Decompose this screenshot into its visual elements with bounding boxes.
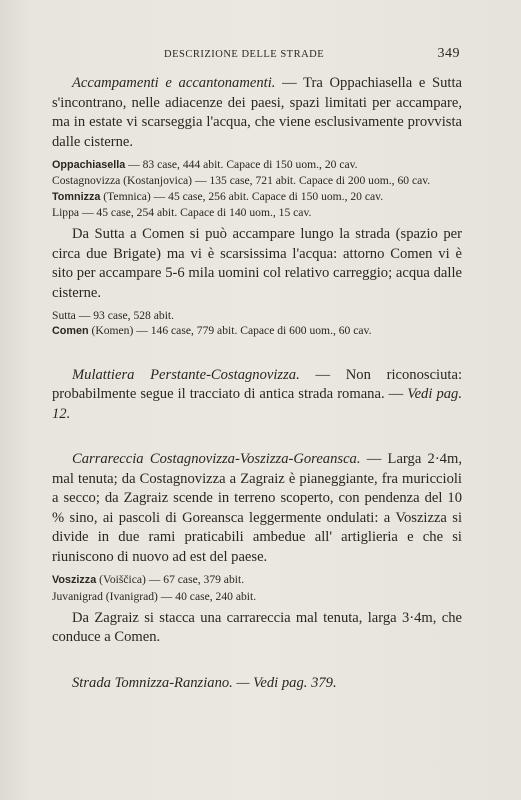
- village-entry: [52, 157, 462, 173]
- section-title-strada: Strada Tomnizza-Ranziano.: [72, 674, 233, 691]
- paragraph-carrareccia: [52, 450, 462, 567]
- page-header: [60, 45, 460, 65]
- village-name: Voszizza: [52, 574, 97, 587]
- paragraph-accampamenti: [52, 74, 462, 152]
- village-details: (Voiščica) — 67 case, 379 abit.: [96, 573, 245, 587]
- village-name: Comen: [52, 325, 89, 338]
- section-title-carrareccia: Carrareccia Costagnovizza-Voszizza-Goreansca.: [72, 451, 361, 468]
- village-entry: [52, 189, 462, 205]
- paragraph-sutta: Da Sutta a Comen si può accampare lungo la strada (spazio per circa due Brigate) ma vi è scarsissima l'acqua: attorno Comen vi è sito per accampare 5-6 mila uomini col relativo carreggio; acqua dalle cisterne.: [52, 226, 462, 301]
- page-reference: Vedi pag. 12.: [52, 386, 462, 422]
- village-entry: [52, 589, 462, 604]
- paragraph-zagraiz: Da Zagraiz si stacca una carrareccia mal tenuta, larga 3·4m, che conduce a Comen.: [52, 609, 462, 646]
- village-name: Tomnizza: [52, 190, 101, 203]
- paragraph-mulattiera: [52, 366, 462, 425]
- page-number: 349: [437, 46, 460, 61]
- section-title-accampamenti: Accampamenti e accantonamenti.: [72, 75, 276, 91]
- body-text: [52, 74, 462, 693]
- village-details: Costagnovizza (Kostanjovica) — 135 case, 721 abit. Capace di 200 uom., 60 cav.: [52, 174, 431, 188]
- village-entry: [52, 308, 462, 323]
- village-entry: [52, 205, 462, 220]
- running-title: DESCRIZIONE DELLE STRADE: [164, 49, 325, 60]
- village-entry: [52, 173, 462, 188]
- paragraph-text: — Non riconosciuta: probabilmente segue il tracciato di antica strada romana. —: [52, 366, 462, 403]
- paragraph-strada: [52, 674, 462, 694]
- village-details: — 83 case, 444 abit. Capace di 150 uom., 20 cav.: [125, 158, 358, 171]
- village-details: (Temnica) — 45 case, 256 abit. Capace di 150 uom., 20 cav.: [100, 189, 384, 203]
- section-title-mulattiera: Mulattiera Perstante-Costagnovizza.: [72, 366, 300, 383]
- village-entry: [52, 323, 462, 339]
- village-entry: [52, 572, 462, 588]
- village-details: (Komen) — 146 case, 779 abit. Capace di 600 uom., 60 cav.: [88, 324, 372, 338]
- paragraph-text: — Larga 2·4m, mal tenuta; da Costagnovizza a Zagraiz è pianeggiante, fra muriccioli a secco; da Zagraiz scende in terreno scoperto, con pendenza del 10 % sino, ai pascoli di Goreansca leggermente ondulati: a Voszizza si divide in due rami praticabili ambedue all' artiglieria e che si riuniscono di nuovo ad est del paese.: [52, 451, 462, 565]
- village-details: Lippa — 45 case, 254 abit. Capace di 140 uom., 15 cav.: [52, 205, 312, 219]
- paragraph-text: — Tra Oppachiasella e Sutta s'incontrano, nelle adiacenze dei paesi, spazi limitati per accampare, ma in estate vi scarseggia l'acqua, che viene esclusivamente provvista dalle cisterne.: [52, 75, 463, 150]
- village-name: Oppachiasella: [52, 159, 126, 171]
- page-reference: — Vedi pag. 379.: [232, 674, 337, 691]
- village-details: Sutta — 93 case, 528 abit.: [52, 309, 175, 323]
- village-details: Juvanigrad (Ivanigrad) — 40 case, 240 abit.: [52, 589, 257, 603]
